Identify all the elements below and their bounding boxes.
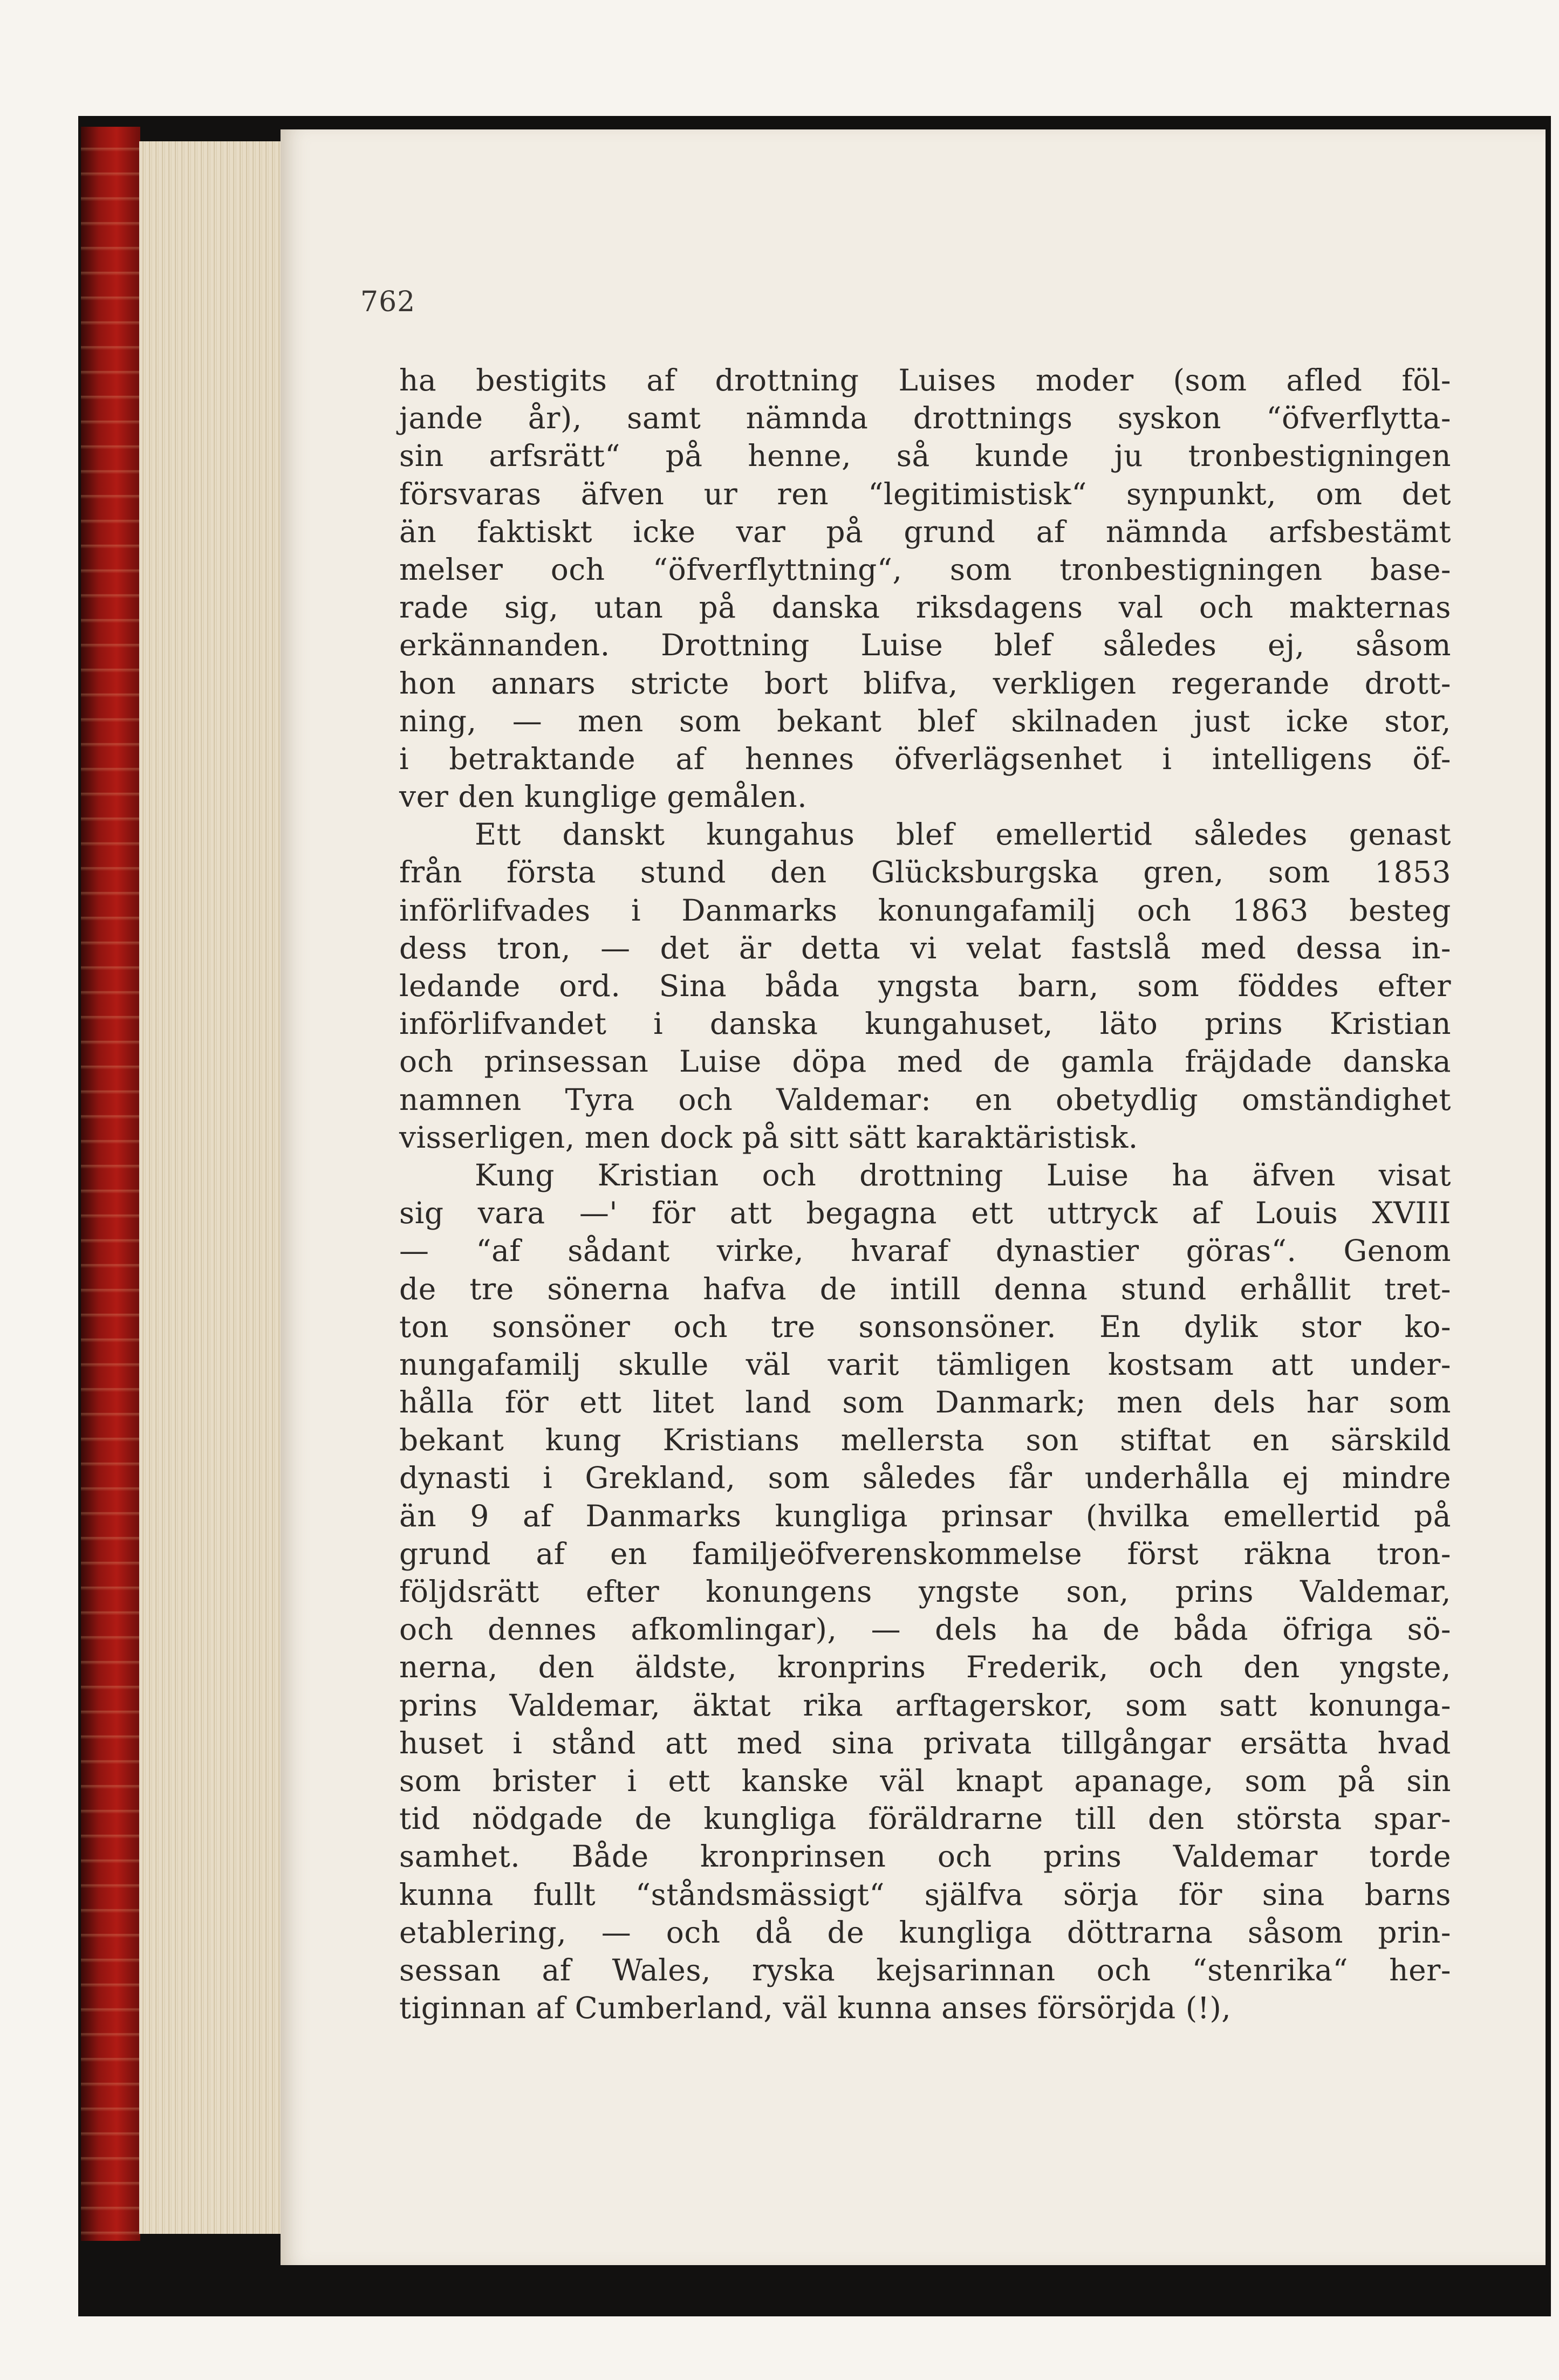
text-line: samhet. Både kronprinsen och prins Valdemar torde: [399, 1839, 1451, 1874]
text-line: Ett danskt kungahus blef emellertid således genast: [475, 817, 1451, 852]
text-line: melser och “öfverflyttning“, som tronbestigningen base-: [399, 552, 1451, 587]
text-line: bekant kung Kristians mellersta son stiftat en särskild: [399, 1423, 1451, 1458]
text-line: rade sig, utan på danska riksdagens val och makternas: [399, 590, 1451, 625]
text-line: som brister i ett kanske väl knapt apanage, som på sin: [399, 1763, 1451, 1798]
text-line: ning, — men som bekant blef skilnaden just icke stor,: [399, 703, 1451, 738]
text-line: de tre sönerna hafva de intill denna stund erhållit tret-: [399, 1271, 1451, 1306]
text-line: dynasti i Grekland, som således får underhålla ej mindre: [399, 1460, 1451, 1496]
text-line: — “af sådant virke, hvaraf dynastier göras“. Genom: [399, 1233, 1451, 1268]
text-line: dess tron, — det är detta vi velat fastslå med dessa in-: [399, 930, 1451, 965]
text-line: nungafamilj skulle väl varit tämligen kostsam att under-: [399, 1347, 1451, 1382]
text-line: i betraktande af hennes öfverlägsenhet i intelligens öf-: [399, 741, 1451, 776]
text-line: visserligen, men dock på sitt sätt karaktäristisk.: [399, 1120, 1138, 1155]
text-line: följdsrätt efter konungens yngste son, prins Valdemar,: [399, 1574, 1451, 1609]
page-stack-edge: [139, 141, 285, 2234]
text-line: införlifvandet i danska kungahuset, läto prins Kristian: [399, 1006, 1451, 1041]
text-line: sig vara —' för att begagna ett uttryck af Louis XVIII: [399, 1196, 1451, 1231]
text-line: än 9 af Danmarks kungliga prinsar (hvilka emellertid på: [399, 1498, 1451, 1533]
text-line: införlifvades i Danmarks konungafamilj och 1863 besteg: [399, 893, 1451, 928]
text-line: etablering, — och då de kungliga döttrarna såsom prin-: [399, 1915, 1451, 1950]
text-line: grund af en familjeöfverenskommelse först räkna tron-: [399, 1536, 1451, 1571]
text-line: och prinsessan Luise döpa med de gamla fräjdade danska: [399, 1044, 1451, 1079]
text-line: prins Valdemar, äktat rika arftagerskor, som satt konunga-: [399, 1688, 1451, 1723]
text-line: ton sonsöner och tre sonsonsöner. En dylik stor ko-: [399, 1309, 1451, 1344]
text-line: och dennes afkomlingar), — dels ha de båda öfriga sö-: [399, 1612, 1451, 1647]
text-line: jande år), samt nämnda drottnings syskon “öfverflytta-: [399, 401, 1451, 436]
text-line: Kung Kristian och drottning Luise ha äfven visat: [475, 1157, 1451, 1192]
text-line: huset i stånd att med sina privata tillgångar ersätta hvad: [399, 1725, 1451, 1760]
text-line: erkännanden. Drottning Luise blef således ej, såsom: [399, 628, 1451, 663]
text-line: kunna fullt “ståndsmässigt“ själfva sörja för sina barns: [399, 1877, 1451, 1912]
text-line: ver den kunglige gemålen.: [399, 779, 808, 814]
text-line: tiginnan af Cumberland, väl kunna anses försörjda (!),: [399, 1991, 1232, 2026]
text-line: hålla för ett litet land som Danmark; men dels har som: [399, 1385, 1451, 1420]
text-line: ha bestigits af drottning Luises moder (som afled föl-: [399, 363, 1451, 397]
text-line: försvaras äfven ur ren “legitimistisk“ synpunkt, om det: [399, 476, 1451, 511]
body-text: [399, 361, 1451, 2027]
text-line: än faktiskt icke var på grund af nämnda arfsbestämt: [399, 514, 1451, 549]
text-line: tid nödgade de kungliga föräldrarne till den största spar-: [399, 1801, 1451, 1836]
text-line: nerna, den äldste, kronprins Frederik, och den yngste,: [399, 1650, 1451, 1685]
text-line: namnen Tyra och Valdemar: en obetydlig omständighet: [399, 1082, 1451, 1117]
text-line: ledande ord. Sina båda yngsta barn, som föddes efter: [399, 969, 1451, 1003]
text-line: hon annars stricte bort blifva, verkligen regerande drott-: [399, 666, 1451, 701]
text-line: sin arfsrätt“ på henne, så kunde ju tronbestigningen: [399, 438, 1451, 474]
page-number: 762: [360, 286, 416, 318]
text-line: sessan af Wales, ryska kejsarinnan och “stenrika“ her-: [399, 1952, 1451, 1987]
text-line: från första stund den Glücksburgska gren, som 1853: [399, 855, 1451, 890]
book-cover-texture: [81, 127, 140, 2241]
